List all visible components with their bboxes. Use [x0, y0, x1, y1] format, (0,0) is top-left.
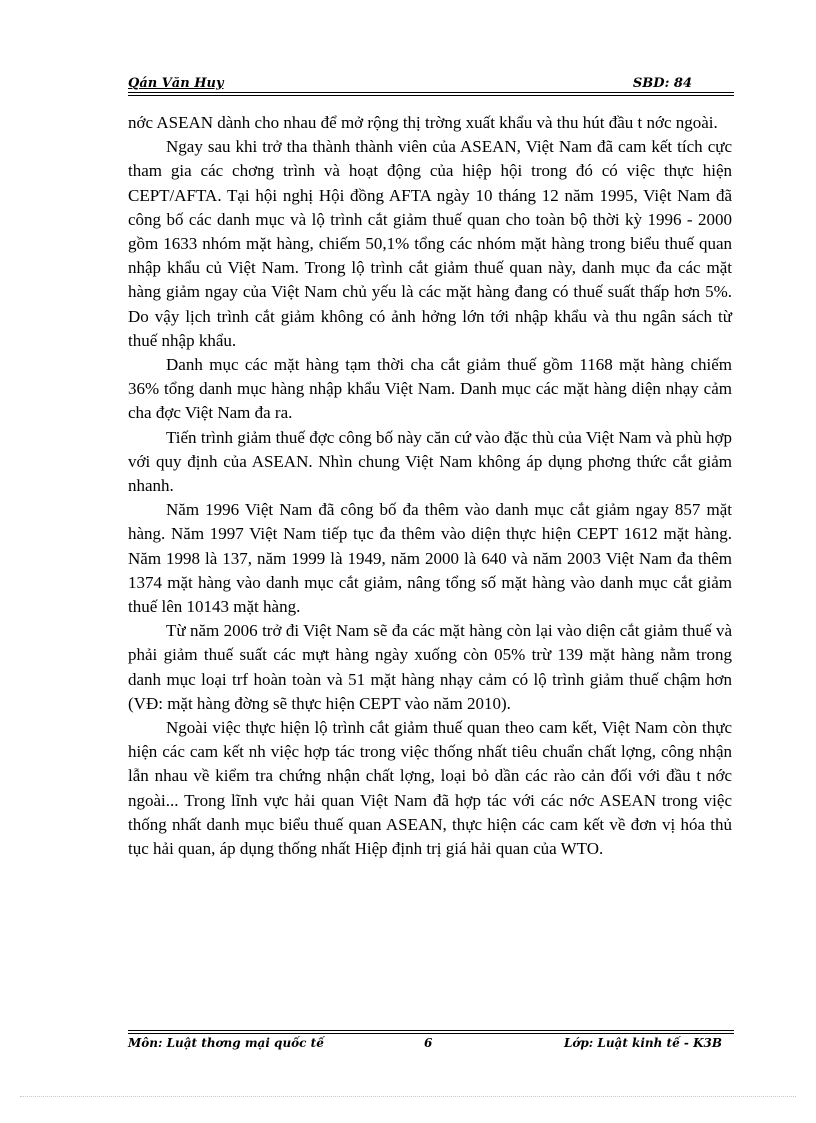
page-number: 6 [424, 1036, 433, 1050]
header-candidate-number: SBD: 84 [632, 76, 692, 91]
paragraph-6: Từ năm 2006 trở đi Việt Nam sẽ đa các mặt hàng còn lại vào diện cắt giảm thuế và phải giảm thuế suất các mựt hàng ngày xuống còn 05% trừ 139 mặt hàng nằm trong danh mục loại trf hoàn toàn và 51 mặt hàng nhạy cảm có lộ trình giảm thuế chậm hơn (VĐ: mặt hàng đờng sẽ thực hiện CEPT vào năm 2010). [128, 621, 732, 713]
header-rule [128, 92, 734, 93]
paragraph-2: Ngay sau khi trở tha thành thành viên của ASEAN, Việt Nam đã cam kết tích cực tham gia các chơng trình và hoạt động của hiệp hội trong đó có việc thực hiện CEPT/AFTA. Tại hội nghị Hội đồng AFTA ngày 10 tháng 12 năm 1995, Việt Nam đã công bố các danh mục và lộ trình cắt giảm thuế quan cho toàn bộ thời kỳ 1996 - 2000 gồm 1633 nhóm mặt hàng, chiếm 50,1% tổng các nhóm mặt hàng trong biểu thuế quan nhập khẩu củ Việt Nam. Trong lộ trình cắt giảm thuế quan này, danh mục đa các mặt hàng giảm ngay của Việt Nam chủ yếu là các mặt hàng đang có thuế suất thấp hơn 5%. Do vậy lịch trình cắt giảm không có ảnh hởng lớn tới nhập khẩu và thu ngân sách từ thuế nhập khẩu. [128, 137, 732, 350]
header-rule-double [128, 95, 734, 96]
page-break-divider [20, 1096, 796, 1097]
paragraph-4: Tiến trình giảm thuế đợc công bố này căn cứ vào đặc thù của Việt Nam và phù hợp với quy định của ASEAN. Nhìn chung Việt Nam không áp dụng phơng thức cắt giảm nhanh. [128, 427, 732, 496]
body-text [128, 111, 732, 861]
header-author: Qán Văn Huy [128, 76, 224, 91]
footer-subject: Môn: Luật thơng mại quốc tế [128, 1036, 324, 1050]
paragraph-5: Năm 1996 Việt Nam đã công bố đa thêm vào danh mục cắt giảm ngay 857 mặt hàng. Năm 1997 Việt Nam tiếp tục đa thêm vào diện thực hiện CEPT 1612 mặt hàng. Năm 1998 là 137, năm 1999 là 1949, năm 2000 là 640 và năm 2003 Việt Nam đa thêm 1374 mặt hàng vào danh mục cắt giảm, nâng tổng số mặt hàng vào danh mục cắt giảm thuế lên 10143 mặt hàng. [128, 500, 732, 617]
footer-class: Lớp: Luật kinh tế - K3B [563, 1036, 722, 1050]
paragraph-3: Danh mục các mặt hàng tạm thời cha cắt giảm thuế gồm 1168 mặt hàng chiếm 36% tổng danh mục hàng nhập khẩu Việt Nam. Danh mục các mặt hàng diện nhạy cảm cha đợc Việt Nam đa ra. [128, 355, 732, 423]
paragraph-7: Ngoài việc thực hiện lộ trình cắt giảm thuế quan theo cam kết, Việt Nam còn thực hiện các cam kết nh việc hợp tác trong việc thống nhất tiêu chuẩn chất lợng, công nhận lẫn nhau về kiểm tra chứng nhận chất lợng, loại bỏ dần các rào cản đối với đầu t nớc ngoài... Trong lĩnh vực hải quan Việt Nam đã hợp tác với các nớc ASEAN trong việc thống nhất danh mục biểu thuế quan ASEAN, thực hiện các cam kết về đơn vị hóa thủ tục hải quan, áp dụng thống nhất Hiệp định trị giá hải quan của WTO. [128, 718, 732, 859]
footer-rule [128, 1030, 734, 1031]
paragraph-1: nớc ASEAN dành cho nhau để mở rộng thị trờng xuất khẩu và thu hút đầu t nớc ngoài. [128, 113, 718, 132]
page-footer [128, 1034, 734, 1054]
page-header [128, 74, 734, 94]
